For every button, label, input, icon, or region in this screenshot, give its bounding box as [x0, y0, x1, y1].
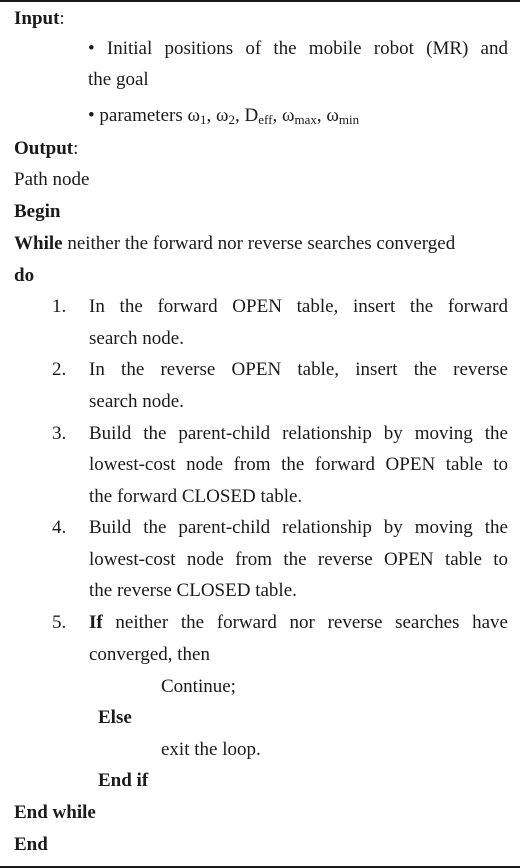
subscript-1: 1 [200, 112, 207, 127]
step-3-line-1: Build the parent-child relationship by moving the [89, 423, 508, 444]
subscript-eff: eff [258, 112, 273, 127]
params-prefix: • parameters [88, 105, 188, 126]
while-line [14, 232, 455, 256]
step-2-line-1: In the reverse OPEN table, insert the reverse [89, 359, 508, 380]
separator: , [206, 105, 217, 126]
separator-d: , D [235, 105, 259, 126]
omega-symbol: ω [216, 105, 229, 126]
do-keyword: do [14, 265, 35, 286]
output-label: Output [14, 138, 74, 159]
else-keyword: Else [98, 707, 132, 728]
continue-statement: Continue; [161, 676, 236, 697]
separator-omega: , ω [316, 105, 339, 126]
subscript-min: min [338, 112, 360, 127]
end-keyword: End [14, 834, 48, 855]
input-bullet-1-line-1: • Initial positions of the mobile robot (MR) and [88, 38, 508, 59]
step-3-line-2: lowest-cost node from the forward OPEN table to [89, 454, 508, 475]
step-number: 3. [52, 423, 67, 444]
step-1-line-1: In the forward OPEN table, insert the forward [89, 296, 508, 317]
if-keyword: If [89, 612, 103, 633]
step-4-line-2: lowest-cost node from the reverse OPEN table to [89, 549, 508, 570]
step-number: 2. [52, 359, 67, 380]
output-value: Path node [14, 169, 90, 190]
step-4-line-3: the reverse CLOSED table. [89, 580, 297, 601]
input-bullet-1-line-2: the goal [88, 69, 149, 90]
if-condition: neither the forward nor reverse searches have [102, 612, 508, 633]
step-3-line-3: the forward CLOSED table. [89, 486, 303, 507]
step-2-line-2: search node. [89, 391, 184, 412]
subscript-max: max [294, 112, 317, 127]
step-number: 5. [52, 612, 67, 633]
separator-omega: , ω [272, 105, 295, 126]
while-keyword: While [14, 233, 63, 254]
step-1-line-2: search node. [89, 328, 184, 349]
while-condition: neither the forward nor reverse searches converged [62, 233, 456, 254]
subscript-2: 2 [228, 112, 236, 127]
omega-symbol: ω [187, 105, 201, 126]
input-label: Input [14, 8, 60, 29]
step-5-line-1 [89, 611, 508, 635]
end-while-keyword: End while [14, 802, 96, 823]
input-heading [14, 7, 65, 31]
end-if-keyword: End if [98, 770, 149, 791]
input-colon: : [59, 8, 65, 29]
input-bullet-2 [88, 104, 359, 128]
exit-statement: exit the loop. [161, 739, 261, 760]
output-colon: : [73, 138, 79, 159]
step-4-line-1: Build the parent-child relationship by moving the [89, 517, 508, 538]
begin-keyword: Begin [14, 201, 61, 222]
output-heading [14, 137, 78, 161]
step-number: 1. [52, 296, 67, 317]
step-5-line-2: converged, then [89, 644, 210, 665]
step-number: 4. [52, 517, 67, 538]
